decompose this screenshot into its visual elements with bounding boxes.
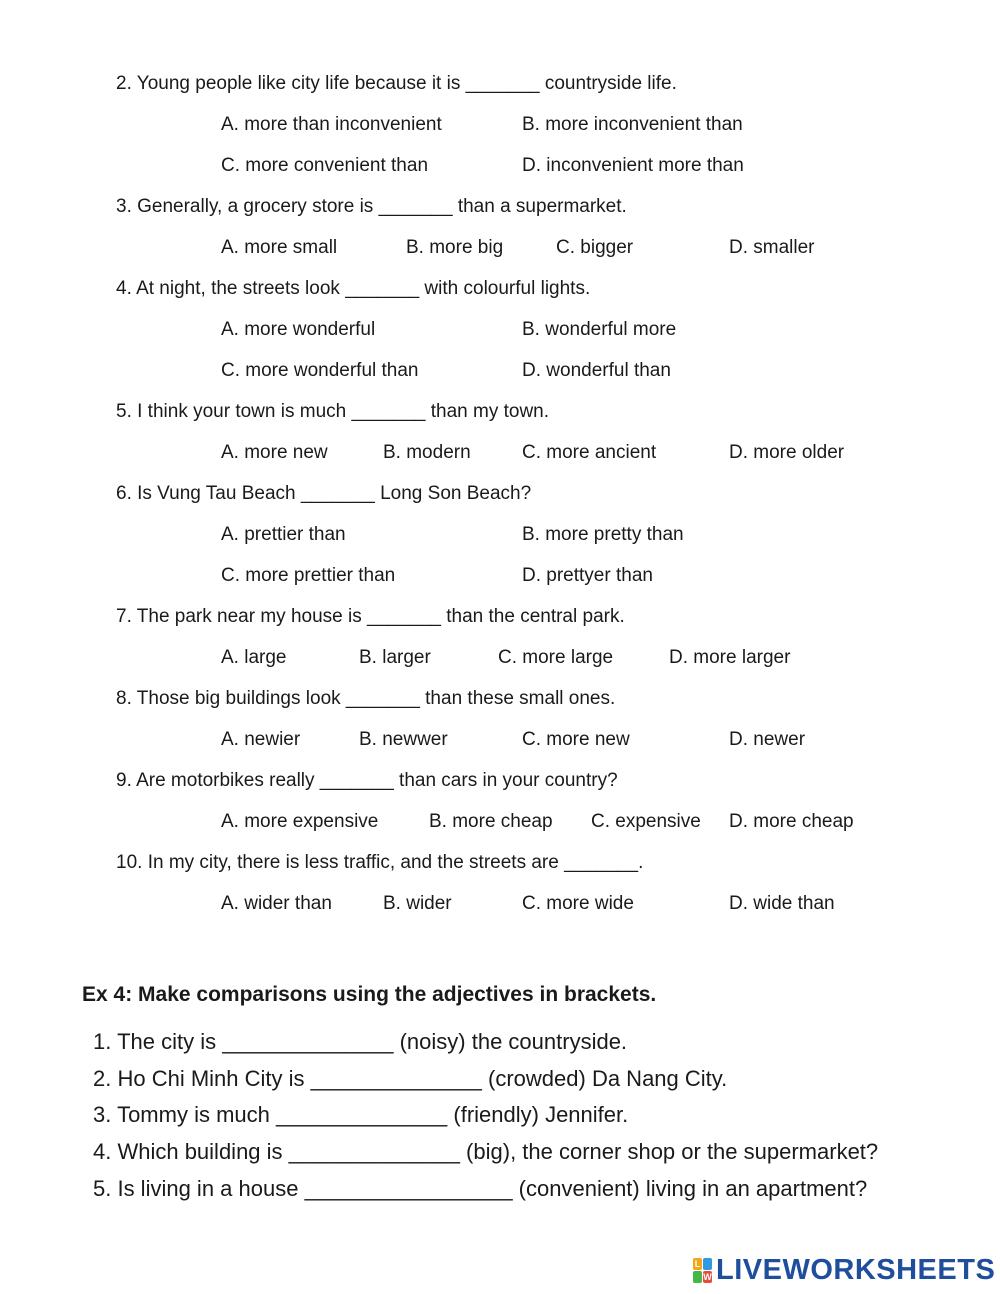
q6-option-d[interactable]: D. prettyer than (522, 565, 653, 586)
q3-option-b[interactable]: B. more big (406, 237, 504, 258)
question-5: 5. I think your town is much _______ than my town. (116, 401, 550, 422)
q7-option-a[interactable]: A. large (221, 647, 287, 668)
question-9: 9. Are motorbikes really _______ than cars in your country? (116, 770, 618, 791)
q2-option-c[interactable]: C. more convenient than (221, 155, 429, 176)
q6-option-b[interactable]: B. more pretty than (522, 524, 684, 545)
q2-option-d[interactable]: D. inconvenient more than (522, 155, 744, 176)
question-7: 7. The park near my house is _______ than the central park. (116, 606, 625, 627)
q9-option-d[interactable]: D. more cheap (729, 811, 854, 832)
q10-option-b[interactable]: B. wider (383, 893, 452, 914)
question-6: 6. Is Vung Tau Beach _______ Long Son Beach? (116, 483, 532, 504)
q4-option-b[interactable]: B. wonderful more (522, 319, 677, 340)
question-3: 3. Generally, a grocery store is _______ than a supermarket. (116, 196, 627, 217)
q5-option-d[interactable]: D. more older (729, 442, 845, 463)
q5-option-a[interactable]: A. more new (221, 442, 328, 463)
q10-option-d[interactable]: D. wide than (729, 893, 835, 914)
question-4: 4. At night, the streets look _______ with colourful lights. (116, 278, 591, 299)
q8-option-c[interactable]: C. more new (522, 729, 630, 750)
q8-option-a[interactable]: A. newier (221, 729, 301, 750)
logo-mark-tile-3 (693, 1271, 702, 1283)
q6-option-a[interactable]: A. prettier than (221, 524, 346, 545)
liveworksheets-logo-text: LIVEWORKSHEETS (716, 1254, 996, 1286)
ex4-item-3: 3. Tommy is much ______________ (friendly) Jennifer. (93, 1102, 629, 1127)
q4-option-a[interactable]: A. more wonderful (221, 319, 376, 340)
q9-option-c[interactable]: C. expensive (591, 811, 701, 832)
q3-option-c[interactable]: C. bigger (556, 237, 634, 258)
q7-option-c[interactable]: C. more large (498, 647, 614, 668)
q5-option-b[interactable]: B. modern (383, 442, 471, 463)
liveworksheets-logo (693, 1254, 995, 1287)
logo-mark-tile-4: W (703, 1271, 712, 1282)
logo-mark-tile-2 (703, 1258, 712, 1270)
question-2: 2. Young people like city life because it is _______ countryside life. (116, 73, 677, 94)
q6-option-c[interactable]: C. more prettier than (221, 565, 396, 586)
ex4-item-4: 4. Which building is ______________ (big), the corner shop or the supermarket? (93, 1139, 879, 1164)
q8-option-b[interactable]: B. newwer (359, 729, 448, 750)
q2-option-a[interactable]: A. more than inconvenient (221, 114, 442, 135)
question-10: 10. In my city, there is less traffic, and the streets are _______. (116, 852, 644, 873)
ex4-item-1: 1. The city is ______________ (noisy) the countryside. (93, 1029, 628, 1054)
q7-option-d[interactable]: D. more larger (669, 647, 791, 668)
question-8: 8. Those big buildings look _______ than these small ones. (116, 688, 616, 709)
q3-option-d[interactable]: D. smaller (729, 237, 815, 258)
exercise-4-title: Ex 4: Make comparisons using the adjectives in brackets. (82, 983, 657, 1006)
liveworksheets-logo-icon (693, 1258, 713, 1284)
q8-option-d[interactable]: D. newer (729, 729, 806, 750)
q10-option-a[interactable]: A. wider than (221, 893, 332, 914)
q4-option-c[interactable]: C. more wonderful than (221, 360, 419, 381)
q9-option-a[interactable]: A. more expensive (221, 811, 379, 832)
q9-option-b[interactable]: B. more cheap (429, 811, 553, 832)
ex4-item-2: 2. Ho Chi Minh City is ______________ (crowded) Da Nang City. (93, 1066, 728, 1091)
q5-option-c[interactable]: C. more ancient (522, 442, 657, 463)
q3-option-a[interactable]: A. more small (221, 237, 338, 258)
q7-option-b[interactable]: B. larger (359, 647, 431, 668)
ex4-item-5: 5. Is living in a house _________________ (convenient) living in an apartment? (93, 1176, 868, 1201)
q10-option-c[interactable]: C. more wide (522, 893, 634, 914)
q4-option-d[interactable]: D. wonderful than (522, 360, 671, 381)
q2-option-b[interactable]: B. more inconvenient than (522, 114, 743, 135)
logo-mark-tile-1: L (694, 1258, 701, 1269)
